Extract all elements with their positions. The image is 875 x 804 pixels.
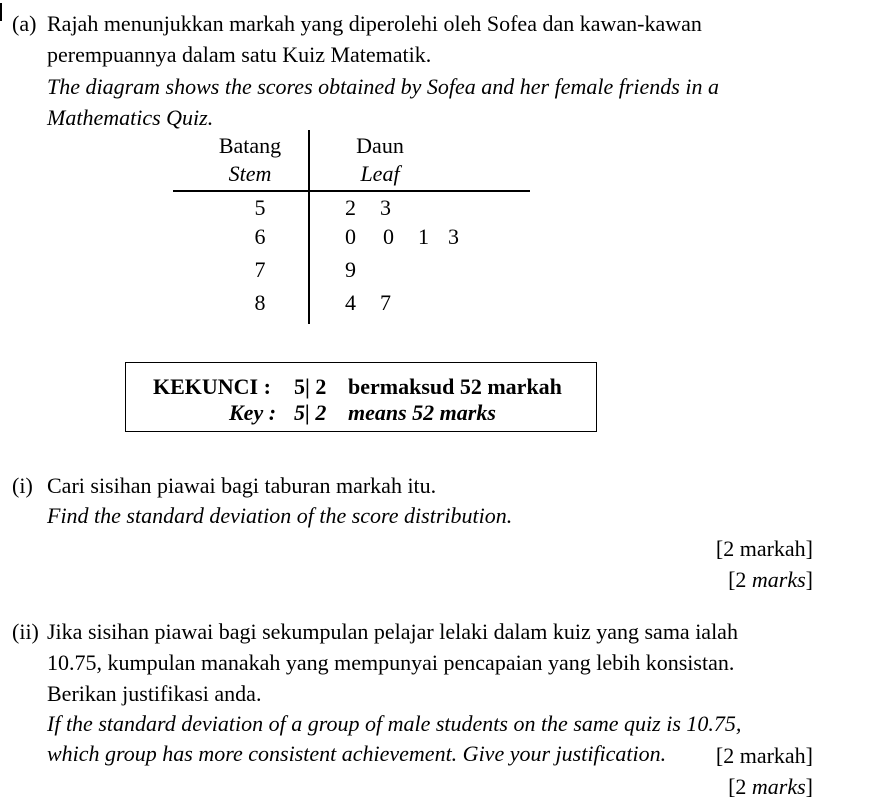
- stem-leaf-divider: [308, 130, 310, 324]
- leaf-header-ms: Daun: [356, 133, 404, 158]
- sub-i-marks-en: [2 marks]: [728, 567, 813, 592]
- sub-i-text-en: Find the standard deviation of the score distribution.: [47, 503, 513, 528]
- key-meaning-en: means 52 marks: [348, 400, 496, 425]
- margin-mark: [0, 3, 6, 21]
- intro-ms-line1: Rajah menunjukkan markah yang diperolehi oleh Sofea dan kawan-kawan: [47, 11, 702, 36]
- stem-header-ms: Batang: [218, 133, 282, 158]
- sub-ii-text-en-line1: If the standard deviation of a group of male students on the same quiz is 10.75,: [47, 711, 742, 736]
- leaf-value: 0: [345, 224, 356, 249]
- key-label-ms: KEKUNCI :: [153, 374, 271, 399]
- leaf-value: 1: [418, 224, 429, 249]
- sub-i-marks-ms: [2 markah]: [715, 536, 813, 561]
- leaf-value: 4: [345, 290, 356, 315]
- leaf-value: 9: [345, 257, 356, 282]
- leaf-value: 2: [345, 195, 356, 220]
- sub-ii-marks-en: [2 marks]: [728, 774, 813, 799]
- sub-ii-text-ms-line3: Berikan justifikasi anda.: [47, 681, 262, 706]
- sub-ii-text-ms-line2: 10.75, kumpulan manakah yang mempunyai pencapaian yang lebih konsistan.: [47, 650, 735, 675]
- sub-i-label: (i): [12, 473, 33, 498]
- header-divider: [173, 190, 530, 192]
- sub-i-text-ms: Cari sisihan piawai bagi taburan markah itu.: [47, 473, 437, 498]
- key-label-en: Key :: [229, 400, 277, 425]
- sub-ii-marks-ms: [2 markah]: [715, 743, 813, 768]
- key-value-en: 5| 2: [294, 400, 327, 425]
- sub-ii-text-ms-line1: Jika sisihan piawai bagi sekumpulan pelajar lelaki dalam kuiz yang sama ialah: [47, 619, 738, 644]
- stem-value: 6: [254, 224, 266, 249]
- sub-ii-label: (ii): [12, 619, 39, 644]
- key-meaning-ms: bermaksud 52 markah: [348, 374, 562, 399]
- intro-en-line1: The diagram shows the scores obtained by Sofea and her female friends in a: [47, 74, 719, 99]
- stem-value: 7: [254, 257, 266, 282]
- leaf-value: 3: [448, 224, 459, 249]
- intro-en-line2: Mathematics Quiz.: [47, 105, 214, 130]
- leaf-header-en: Leaf: [360, 161, 400, 186]
- intro-ms-line2: perempuannya dalam satu Kuiz Matematik.: [47, 42, 432, 67]
- stem-header-en: Stem: [228, 161, 272, 186]
- stem-value: 8: [254, 290, 266, 315]
- leaf-value: 7: [380, 290, 391, 315]
- stem-value: 5: [254, 195, 266, 220]
- leaf-value: 3: [380, 195, 391, 220]
- leaf-value: 0: [383, 224, 394, 249]
- part-label: (a): [12, 11, 37, 36]
- sub-ii-text-en-line2: which group has more consistent achievement. Give your justification.: [47, 741, 667, 766]
- key-value-ms: 5| 2: [294, 374, 327, 399]
- key-box: [125, 362, 597, 432]
